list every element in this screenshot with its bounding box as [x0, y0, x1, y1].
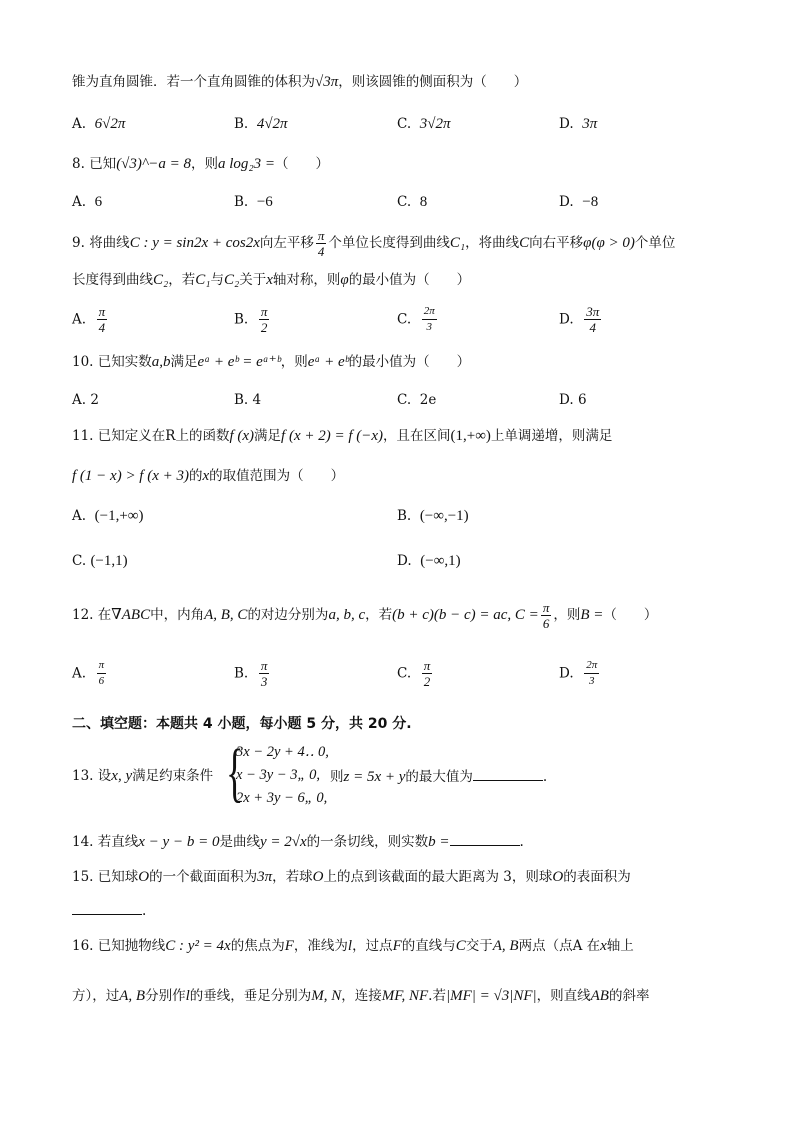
math-text: 向右平移	[529, 235, 584, 251]
q12-option-c	[397, 658, 434, 689]
q7-volume: √3π	[315, 74, 339, 90]
math-text: ，若球	[272, 869, 313, 885]
math-text: B.	[397, 508, 412, 524]
math-text: 的最大值为	[405, 769, 473, 785]
math-text: O	[138, 869, 150, 885]
math-text: F	[392, 938, 402, 954]
q16-condition: |MF| = √3|NF|	[445, 988, 537, 1004]
q9-option-a	[72, 304, 109, 335]
q7-option-b	[234, 114, 288, 134]
math-text: ，连接	[341, 988, 382, 1004]
q9-option-c	[397, 304, 439, 335]
math-text: 已知实数	[97, 354, 152, 370]
math-text: 向左平移	[259, 235, 314, 251]
math-text: C.	[397, 116, 412, 132]
q9-stem-line2	[72, 270, 470, 290]
math-text: 的对边分别为	[247, 607, 329, 623]
math-text: 的斜率	[608, 988, 650, 1004]
math-text: 3π	[257, 869, 273, 885]
fraction	[422, 304, 437, 335]
math-text: x	[600, 938, 607, 954]
math-text: ，则	[190, 156, 218, 172]
math-text: 方），过	[72, 988, 120, 1004]
math-text: 满足	[254, 428, 282, 444]
q11-option-a	[72, 506, 144, 526]
math-text: φ	[340, 272, 349, 288]
q9-option-b	[234, 304, 271, 335]
math-text: 关于	[239, 272, 267, 288]
math-text: M, N	[311, 988, 342, 1004]
math-text: C.	[72, 553, 87, 569]
math-text: A.	[72, 116, 87, 132]
math-text: 上单调递增，则满足	[490, 428, 613, 444]
fraction	[541, 600, 552, 631]
math-text: 满足约束条件	[132, 768, 214, 784]
q16-stem-line2	[72, 986, 649, 1006]
q10-option-a	[72, 390, 99, 410]
math-text: 则	[330, 769, 344, 785]
q13-constraint-1: 3x − 2y + 4‥ 0,	[236, 744, 329, 760]
math-text: ，过点	[352, 938, 393, 954]
q13-objective: z = 5x + y	[343, 769, 406, 785]
math-text: D.	[559, 392, 574, 408]
math-text: 6	[577, 392, 587, 408]
q12-equation: (b + c)(b − c) = ac, C =	[392, 607, 539, 623]
math-text: f (x)	[229, 428, 255, 444]
math-text: ，则	[280, 354, 308, 370]
q9-curve: C : y = sin2x + cos2x	[129, 235, 260, 251]
q13-constraint-3: 2x + 3y − 6„ 0,	[236, 790, 328, 806]
math-text: 6	[94, 194, 103, 210]
math-text: x, y	[111, 768, 133, 784]
q8-stem	[72, 154, 329, 174]
math-text: 11.	[72, 428, 94, 444]
math-text: C.	[397, 194, 412, 210]
fraction	[584, 304, 601, 335]
math-text: (−1,+∞)	[94, 508, 144, 524]
math-text: x	[202, 468, 210, 484]
math-text: 2	[423, 674, 431, 689]
q12-option-b	[234, 658, 271, 689]
math-text: x	[266, 272, 273, 288]
math-text: 长度得到曲线	[72, 272, 153, 288]
q13-stem-right	[330, 766, 547, 787]
math-text: D.	[559, 194, 574, 210]
math-text: 8.	[72, 156, 85, 172]
math-text: B =	[580, 607, 604, 623]
q11-option-b	[397, 506, 469, 526]
math-text: C₂	[223, 272, 240, 288]
math-text: 个单位	[634, 235, 676, 251]
q12-option-d	[559, 658, 601, 689]
math-text: O	[552, 869, 564, 885]
math-text: π	[542, 600, 550, 615]
q14-curve: y = 2√x	[259, 834, 307, 850]
math-text: 满足	[170, 354, 198, 370]
fraction	[97, 658, 107, 689]
math-text: 的最小值为（ ）	[348, 354, 471, 370]
math-text: 设	[97, 768, 112, 784]
math-text: π	[98, 304, 106, 319]
math-text: C₁	[449, 235, 466, 251]
math-text: AB	[590, 988, 609, 1004]
math-text: π	[260, 304, 268, 319]
q10-equation: eᵃ + eᵇ = eᵃ⁺ᵇ	[197, 354, 281, 370]
math-text: 2e	[419, 392, 437, 408]
left-brace: {	[226, 736, 244, 809]
q8-option-b	[234, 192, 273, 212]
math-text: A.	[72, 311, 87, 328]
q7-option-a	[72, 114, 125, 134]
math-text: 4	[589, 320, 596, 335]
math-text: (−∞,−1)	[419, 508, 469, 524]
math-text: A.	[72, 392, 87, 408]
q8-expression-2: a log₂3 =	[217, 156, 275, 172]
math-text: 3π	[582, 116, 598, 132]
math-text: MF, NF	[381, 988, 429, 1004]
math-text: 14.	[72, 834, 94, 850]
math-text: ，则	[553, 607, 581, 623]
math-text: 若直线	[97, 834, 139, 850]
math-text: l	[185, 988, 190, 1004]
math-text: B.	[234, 665, 249, 682]
math-text: 15.	[72, 869, 94, 885]
math-text: φ(φ > 0)	[583, 235, 635, 251]
math-text: A.	[72, 194, 87, 210]
math-text: A.	[72, 665, 87, 682]
math-text: C	[455, 938, 466, 954]
fraction	[259, 658, 270, 689]
math-text: ，将曲线	[465, 235, 520, 251]
math-text: 上的点到该截面的最大距离为 3，则球	[323, 869, 553, 885]
math-text: B.	[234, 392, 249, 408]
math-text: 2	[90, 392, 99, 408]
math-text: 3	[260, 674, 268, 689]
math-text: ，则直线	[536, 988, 591, 1004]
math-text: 6√2π	[94, 116, 126, 132]
q14-answer-blank[interactable]	[450, 831, 520, 846]
math-text: 4√2π	[256, 116, 288, 132]
math-text: (−1,1)	[90, 553, 128, 569]
q9-shift-fraction	[316, 228, 327, 259]
math-text: 上的函数	[175, 428, 230, 444]
q11-option-d	[397, 551, 461, 571]
math-text: F	[284, 938, 294, 954]
math-text: 3√2π	[419, 116, 451, 132]
math-text: 个单位长度得到曲线	[328, 235, 450, 251]
fraction	[97, 304, 108, 335]
math-text: C.	[397, 665, 412, 682]
q14-line: x − y − b = 0	[138, 834, 220, 850]
q13-stem-left	[72, 766, 213, 786]
math-text: 2π	[422, 304, 437, 320]
q7-text-b: ，则该圆锥的侧面积为（ ）	[338, 74, 528, 90]
math-text: ，若	[168, 272, 196, 288]
math-text: 中，内角	[150, 607, 205, 623]
math-text: 是曲线	[219, 834, 260, 850]
q11-stem-line1	[72, 426, 612, 446]
math-text: (1,+∞)	[450, 428, 491, 444]
math-text: ，若	[365, 607, 393, 623]
math-text: 3π	[586, 304, 600, 319]
q15-answer-line	[72, 900, 146, 921]
q16-stem-line1	[72, 936, 634, 956]
q13-constraint-2: x − 3y − 3„ 0,	[236, 767, 321, 783]
q10-stem	[72, 352, 470, 372]
math-text: A, B	[119, 988, 146, 1004]
math-text: 4	[98, 320, 106, 335]
q11-option-c	[72, 551, 128, 571]
math-text: 已知	[89, 156, 117, 172]
math-text: π	[317, 228, 325, 243]
math-text: .	[542, 769, 548, 785]
q7-option-c	[397, 114, 450, 134]
math-text: 9.	[72, 235, 85, 251]
q12-stem	[72, 600, 657, 631]
math-text: 已知抛物线	[97, 938, 166, 954]
math-text: 的取值范围为（ ）	[209, 468, 345, 484]
math-text: π	[97, 658, 107, 674]
math-text: 4	[317, 244, 325, 259]
math-text: (−∞,1)	[420, 553, 461, 569]
math-text: B.	[234, 116, 249, 132]
q11-inequality: f (1 − x) > f (x + 3)	[72, 468, 189, 484]
math-text: π	[423, 658, 431, 673]
math-text: 6	[98, 675, 105, 687]
q8-option-d	[559, 192, 598, 212]
q16-parabola: C : y² = 4x	[165, 938, 231, 954]
q10-option-d	[559, 390, 587, 410]
math-text: 已知定义在	[97, 428, 166, 444]
math-text: 交于	[465, 938, 493, 954]
q8-option-c	[397, 192, 427, 212]
math-text: A, B, C	[204, 607, 248, 623]
q15-stem	[72, 867, 631, 887]
math-text: b =	[428, 834, 450, 850]
math-text: 的表面积为	[563, 869, 631, 885]
fraction	[584, 658, 599, 689]
math-text: 4	[252, 392, 262, 408]
math-text: 已知球	[97, 869, 139, 885]
math-text: 轴对称，则	[272, 272, 341, 288]
math-text: 两点（点A 在	[518, 938, 601, 954]
q7-stem	[72, 72, 527, 92]
q7-text-a: 锥为直角圆锥．若一个直角圆锥的体积为	[72, 74, 315, 90]
q11-equation: f (x + 2) = f (−x)	[281, 428, 384, 444]
math-text: A.	[72, 508, 87, 524]
math-text: .	[519, 834, 524, 850]
math-text: O	[312, 869, 324, 885]
math-text: 的焦点为	[230, 938, 285, 954]
math-text: C₂	[153, 272, 169, 288]
math-text: .若	[428, 988, 446, 1004]
math-text: a,b	[151, 354, 171, 370]
math-text: （ ）	[275, 156, 329, 172]
math-text: 的一个截面面积为	[149, 869, 258, 885]
math-text: 2	[260, 320, 268, 335]
q9-option-d	[559, 304, 603, 335]
q8-expression: (√3)^−a = 8	[116, 156, 191, 172]
math-text: 3	[426, 321, 432, 333]
math-text: 12.	[72, 607, 94, 623]
math-text: 将曲线	[89, 235, 130, 251]
math-text: D.	[397, 553, 412, 569]
fraction	[259, 304, 270, 335]
math-text: C₁	[195, 272, 211, 288]
q9-stem-line1	[72, 228, 675, 259]
section-title: 二、填空题：本题共 4 小题，每小题 5 分，共 20 分.	[72, 716, 412, 732]
math-text: 的垂线，垂足分别为	[189, 988, 312, 1004]
math-text: D.	[559, 311, 574, 328]
math-text: 轴上	[606, 938, 634, 954]
math-text: 的一条切线，则实数	[306, 834, 429, 850]
math-text: C.	[397, 392, 412, 408]
math-text: C	[519, 235, 530, 251]
math-text: A, B	[492, 938, 519, 954]
math-text: .	[142, 903, 147, 919]
q13-answer-blank[interactable]	[473, 766, 543, 781]
math-text: 13.	[72, 768, 94, 784]
math-text: 10.	[72, 354, 94, 370]
q7-option-d	[559, 114, 597, 134]
math-text: D.	[559, 116, 574, 132]
math-text: 6	[542, 616, 550, 631]
math-text: 3	[588, 675, 595, 687]
math-text: B.	[234, 194, 249, 210]
q8-option-a	[72, 192, 102, 212]
q14-stem	[72, 831, 524, 852]
math-text: 在	[97, 607, 112, 623]
q12-option-a	[72, 658, 108, 689]
q15-answer-blank[interactable]	[72, 900, 142, 915]
fraction	[422, 658, 433, 689]
math-text: π	[260, 658, 268, 673]
math-text: D.	[559, 665, 574, 682]
math-text: −6	[256, 194, 273, 210]
math-text: B.	[234, 311, 249, 328]
math-text: 的最小值为（ ）	[348, 272, 471, 288]
math-text: 的	[189, 468, 203, 484]
math-text: ，且在区间	[383, 428, 451, 444]
math-text: 2π	[584, 658, 599, 674]
q11-stem-line2	[72, 466, 344, 486]
math-text: 8	[419, 194, 428, 210]
math-text: 的直线与	[401, 938, 456, 954]
math-text: 16.	[72, 938, 94, 954]
math-text: a, b, c	[328, 607, 366, 623]
math-text: 分别作	[145, 988, 186, 1004]
math-text: ，准线为	[293, 938, 348, 954]
math-text: −8	[582, 194, 599, 210]
math-text: C.	[397, 311, 412, 328]
math-text: ∇ABC	[111, 607, 151, 623]
q10-option-c	[397, 390, 436, 410]
math-text: （ ）	[603, 607, 658, 623]
math-text: eᵃ + eᵇ	[307, 354, 349, 370]
q10-option-b	[234, 390, 261, 410]
math-text: R	[165, 428, 176, 444]
math-text: 与	[210, 272, 224, 288]
math-text: l	[347, 938, 353, 954]
